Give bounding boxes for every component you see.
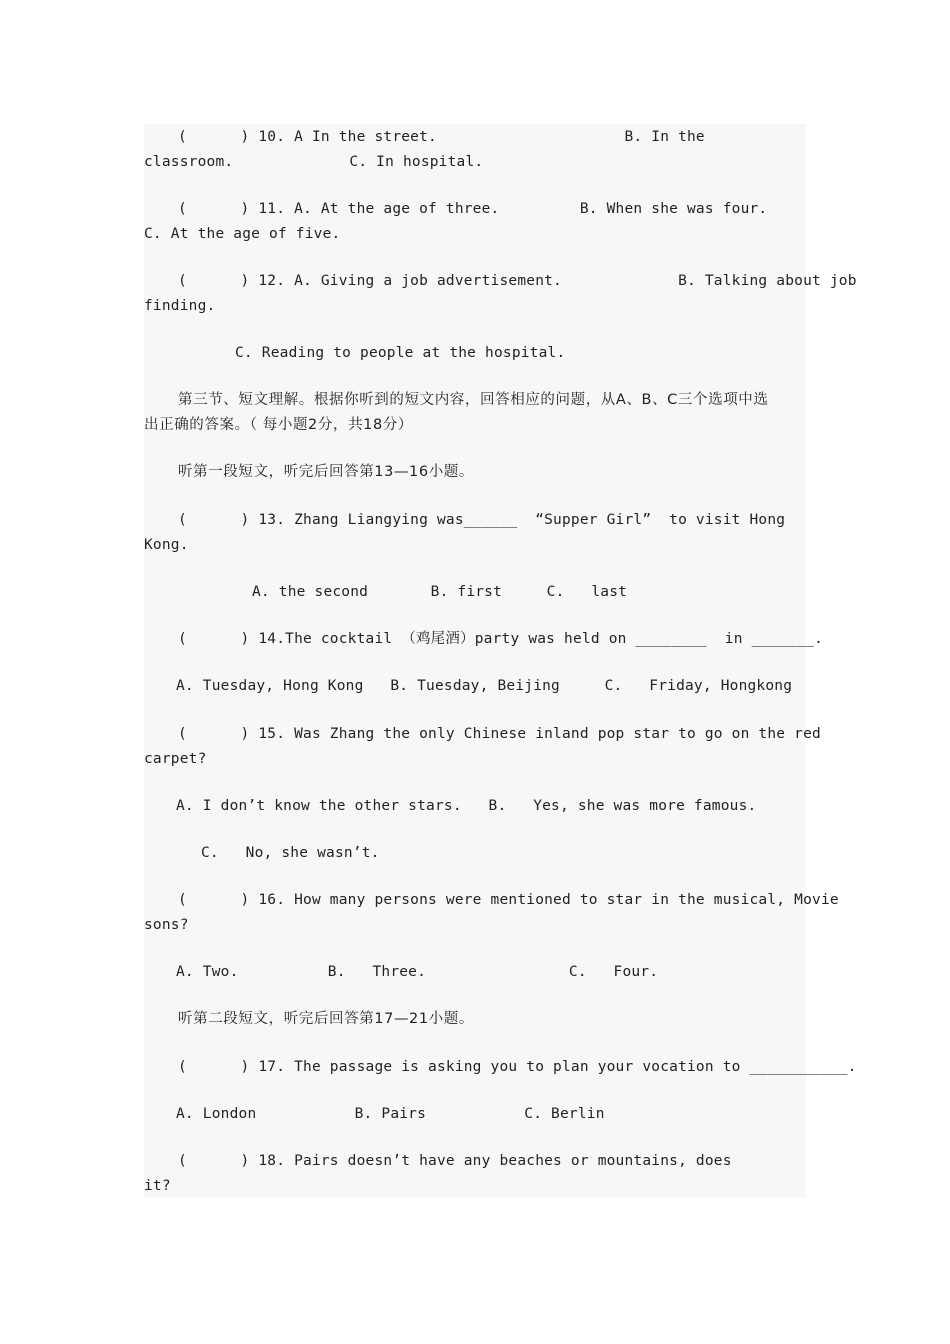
question-11-line-2: C. At the age of five. — [144, 226, 341, 242]
question-17-line-1: ( ) 17. The passage is asking you to plan your vocation to ___________. — [178, 1059, 857, 1075]
question-16-line-1: ( ) 16. How many persons were mentioned to star in the musical, Movie — [178, 892, 839, 908]
question-14-options: A. Tuesday, Hong Kong B. Tuesday, Beijing C. Friday, Hongkong — [176, 678, 793, 694]
question-15-option-c: C. No, she wasn’t. — [201, 845, 380, 861]
question-12-option-c: C. Reading to people at the hospital. — [235, 345, 566, 361]
question-14-line-1: ( ) 14.The cocktail （鸡尾酒）party was held on ________ in _______. — [178, 631, 824, 647]
question-13-line-2: Kong. — [144, 537, 189, 553]
section-3-heading-line-2: 出正确的答案。（ 每小题2分，共18分） — [144, 417, 414, 433]
question-10-line-1: ( ) 10. A In the street. B. In the — [178, 129, 705, 145]
question-15-line-2: carpet? — [144, 751, 207, 767]
section-3-heading-line-1: 第三节、短文理解。根据你听到的短文内容，回答相应的问题，从A、B、C三个选项中选 — [178, 392, 769, 408]
question-15-options-ab: A. I don’t know the other stars. B. Yes, she was more famous. — [176, 798, 757, 814]
question-18-line-2: it? — [144, 1178, 171, 1194]
question-15-line-1: ( ) 15. Was Zhang the only Chinese inland pop star to go on the red — [178, 726, 821, 742]
question-17-options: A. London B. Pairs C. Berlin — [176, 1106, 605, 1122]
question-12-line-2: finding. — [144, 298, 216, 314]
passage-1-instruction: 听第一段短文，听完后回答第13—16小题。 — [178, 464, 474, 480]
question-18-line-1: ( ) 18. Pairs doesn’t have any beaches or mountains, does — [178, 1153, 732, 1169]
question-13-line-1: ( ) 13. Zhang Liangying was______ “Supper Girl” to visit Hong — [178, 512, 786, 528]
question-13-options: A. the second B. first C. last — [252, 584, 628, 600]
question-10-line-2: classroom. C. In hospital. — [144, 154, 484, 170]
question-11-line-1: ( ) 11. A. At the age of three. B. When she was four. — [178, 201, 768, 217]
passage-2-instruction: 听第二段短文，听完后回答第17—21小题。 — [178, 1011, 474, 1027]
question-16-line-2: sons? — [144, 917, 189, 933]
question-12-line-1: ( ) 12. A. Giving a job advertisement. B. Talking about job — [178, 273, 857, 289]
question-16-options: A. Two. B. Three. C. Four. — [176, 964, 659, 980]
